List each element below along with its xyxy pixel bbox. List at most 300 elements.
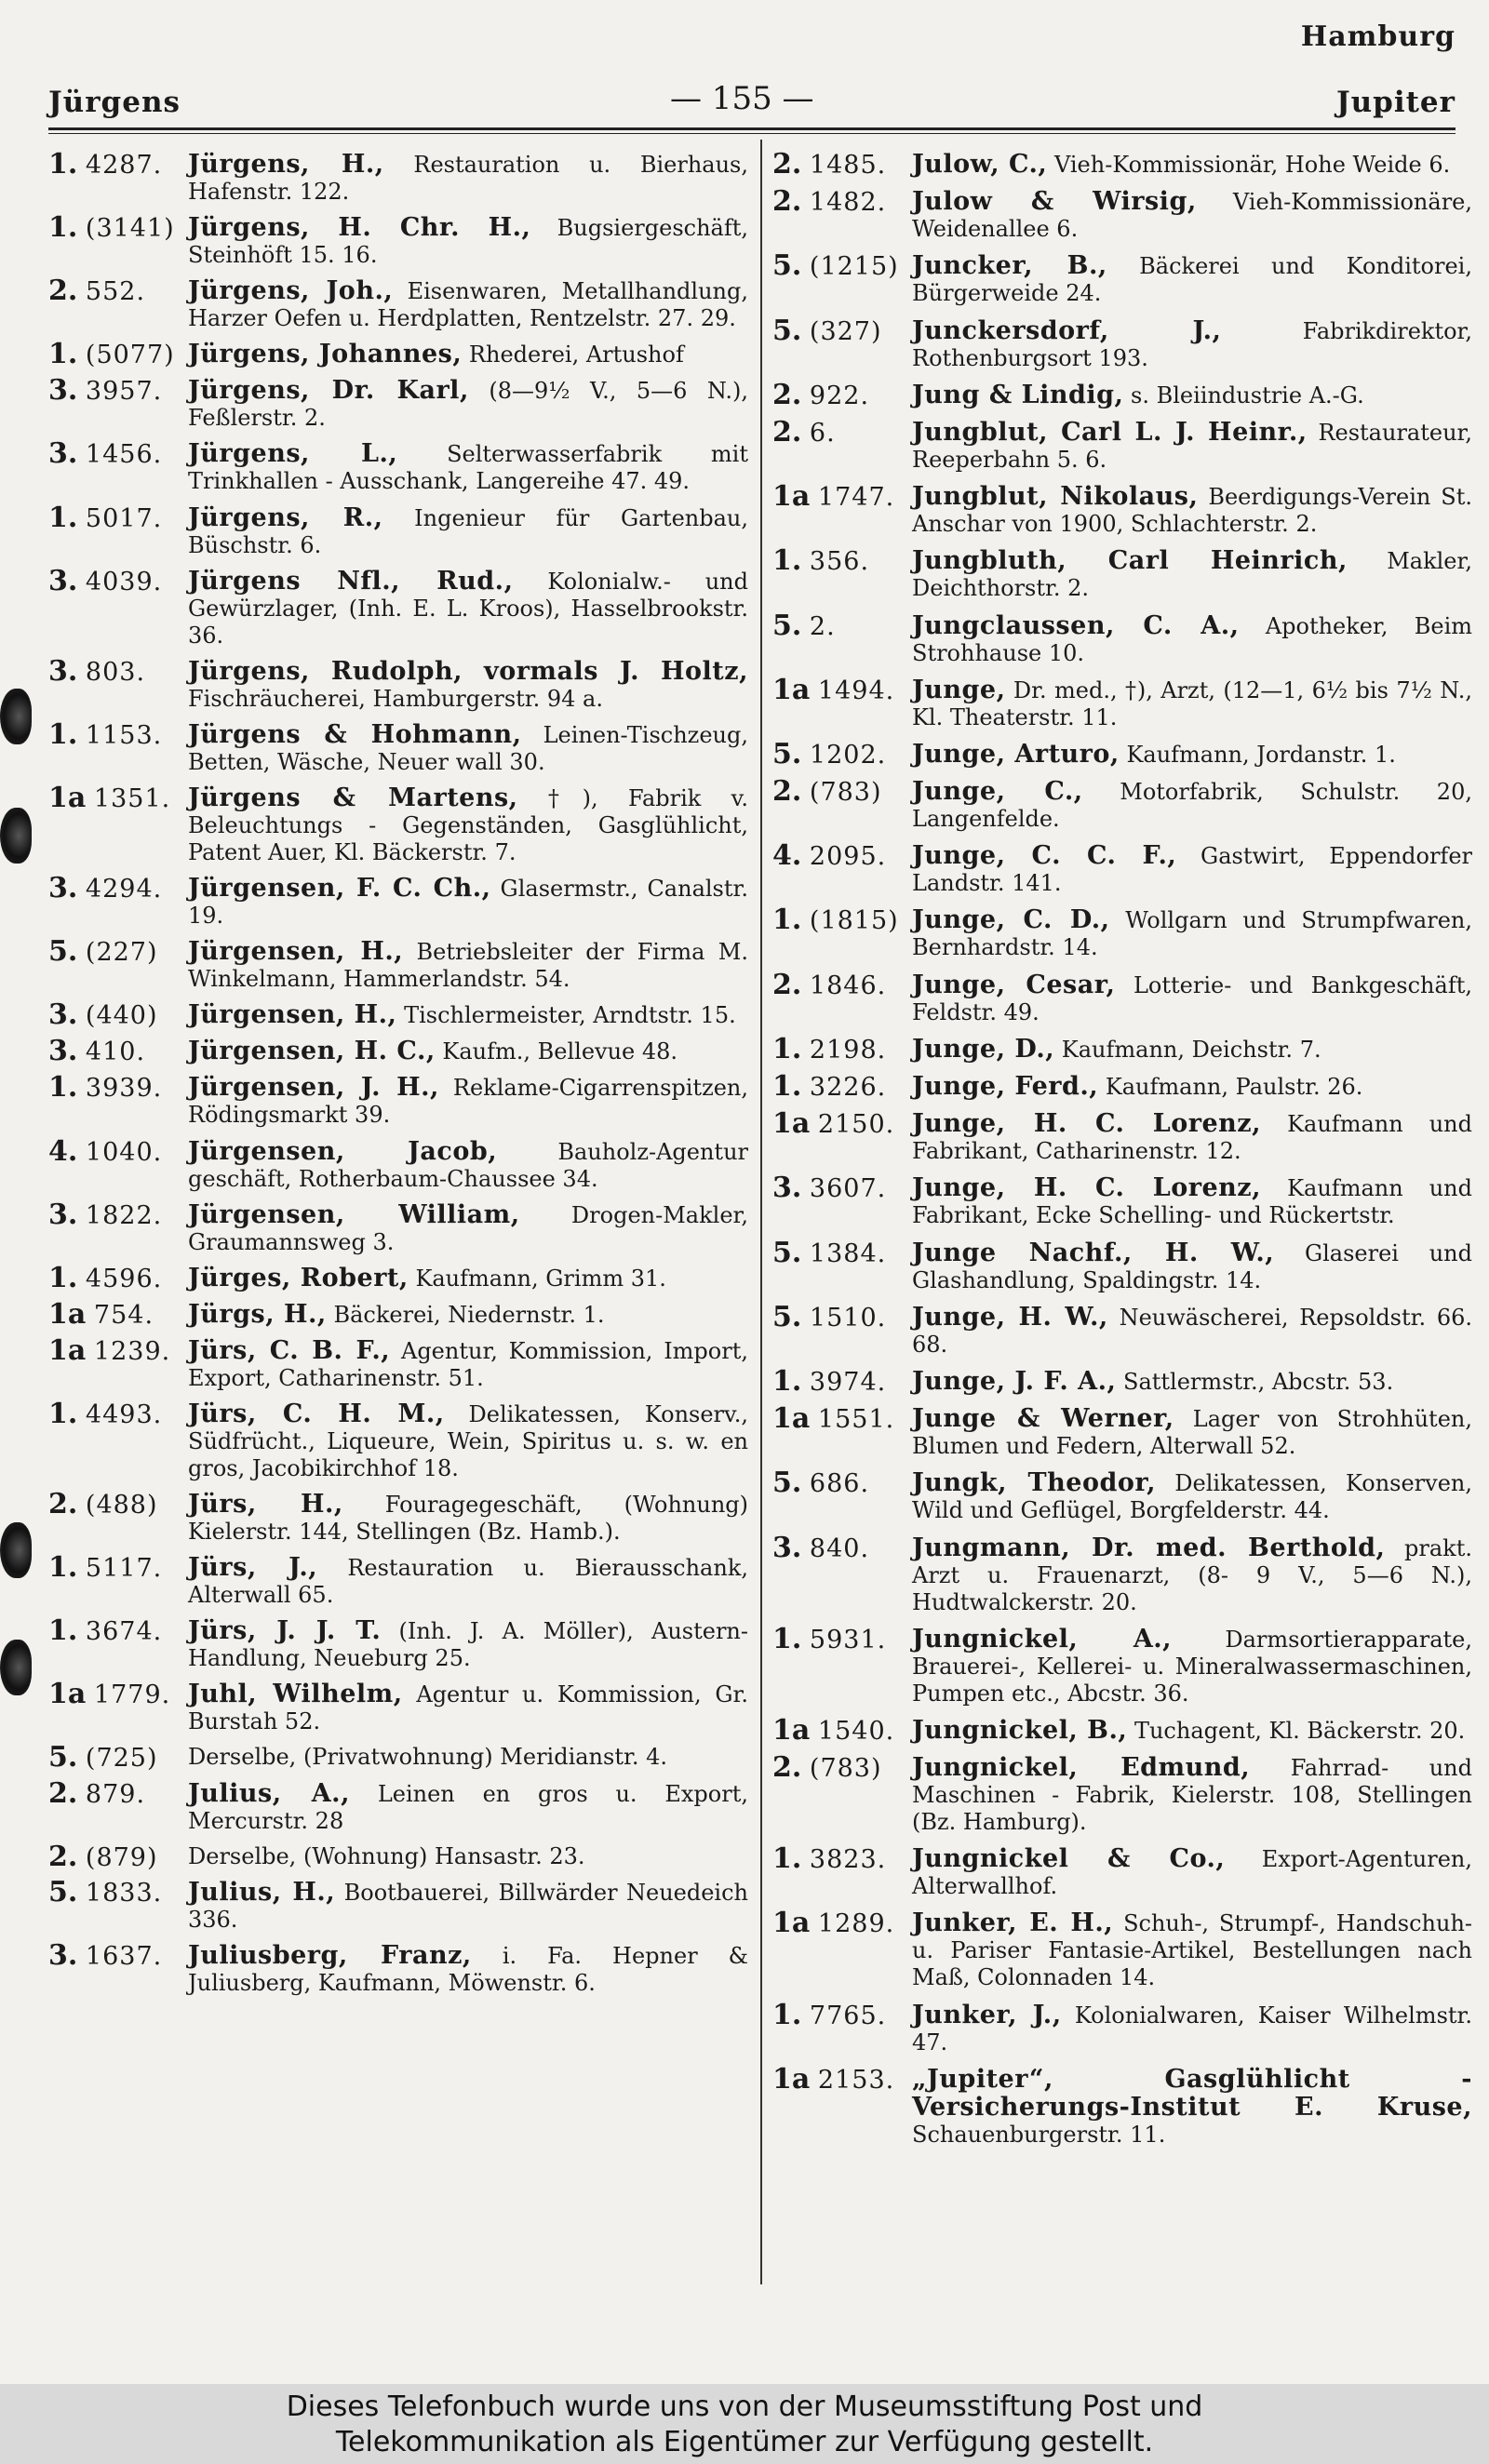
entry-phone-number: [772, 1622, 903, 1655]
entry-name: „Jupiter“, Gasglühlicht - Versicherungs-Institut E. Kruse,: [912, 2064, 1472, 2122]
entry-name: Jürgens, L.,: [188, 439, 398, 469]
directory-entry: [48, 717, 748, 776]
entry-number: 2095.: [809, 842, 887, 872]
entry-description: Fischräucherei, Hamburgerstr. 94 a.: [188, 685, 603, 712]
entry-phone-number: [48, 1261, 179, 1294]
entry-phone-number: [772, 737, 903, 770]
entry-description: Makler, Deichthorstr. 2.: [912, 548, 1472, 602]
entry-exchange-class: 1a: [772, 1907, 811, 1940]
entry-description: Reklame-Cigarrenspitzen, Rödingsmarkt 39.: [188, 1075, 748, 1129]
entry-name: Jürgens, H. Chr. H.,: [188, 213, 531, 243]
entry-name: Jungblut, Carl L. J. Heinr.,: [912, 417, 1308, 447]
entry-name: Junge, Arturo,: [912, 739, 1120, 769]
entry-description: Kolonialwaren, Kaiser Wilhelmstr. 47.: [912, 2002, 1472, 2056]
entry-description: Sattlermstr., Abcstr. 53.: [1123, 1368, 1394, 1395]
directory-entry: [48, 1297, 748, 1331]
entry-phone-number: [772, 1751, 903, 1785]
entry-exchange-class: 5.: [48, 1875, 78, 1908]
entry-number: 356.: [809, 547, 870, 577]
entry-description: Derselbe, (Wohnung) Hansastr. 23.: [188, 1842, 585, 1869]
entry-phone-number: [48, 1776, 179, 1810]
entry-number: 4596.: [85, 1264, 163, 1293]
entry-number: 552.: [85, 277, 146, 307]
entry-exchange-class: 1.: [772, 1842, 802, 1876]
directory-entry: [772, 839, 1472, 897]
entry-description: Tuchagent, Kl. Bäckerstr. 20.: [1134, 1717, 1466, 1744]
entry-name: Junge, J. F. A.,: [912, 1366, 1117, 1396]
entry-description: Bootbauerei, Billwärder Neuedeich 336.: [188, 1879, 748, 1933]
entry-name: Jürgens & Hohmann,: [188, 719, 522, 749]
entry-phone-number: [772, 1236, 903, 1269]
entry-exchange-class: 5.: [772, 1466, 802, 1500]
entry-phone-number: [48, 1397, 179, 1430]
entry-phone-number: [772, 415, 903, 449]
directory-entry: [772, 1070, 1472, 1103]
directory-entry: [772, 1300, 1473, 1359]
entry-name: Jungnickel & Co.,: [912, 1844, 1226, 1874]
entry-number: 1846.: [809, 971, 887, 1000]
entry-phone-number: [48, 654, 179, 688]
entry-name: Jürgens, H.,: [188, 150, 384, 179]
entry-description: Vieh-Kommissionär, Hohe Weide 6.: [1053, 152, 1451, 178]
directory-entry: [48, 1551, 748, 1609]
entry-description: Kaufmann, Grimm 31.: [415, 1265, 666, 1292]
directory-entry: [48, 1488, 748, 1546]
entry-phone-number: [772, 1032, 903, 1065]
entry-name: Junge,: [912, 675, 1006, 704]
entry-number: (227): [85, 938, 158, 968]
directory-entry: [48, 148, 748, 206]
entry-exchange-class: 3.: [48, 374, 78, 408]
entry-number: 1833.: [85, 1878, 163, 1908]
entry-exchange-class: 1.: [48, 148, 78, 181]
entry-name: Jürs, H.,: [188, 1490, 343, 1520]
entry-description: Lotterie- und Bankgeschäft, Feldstr. 49.: [912, 971, 1472, 1025]
entry-description: Fouragegeschäft, (Wohnung) Kielerstr. 144, Stellingen (Bz. Hamb.).: [188, 1492, 748, 1546]
entry-name: Jürgensen, William,: [188, 1199, 520, 1229]
entry-phone-number: [48, 564, 179, 597]
entry-description: Eisenwaren, Metallhandlung, Harzer Oefen u. Herdplatten, Rentzelstr. 27. 29.: [188, 278, 748, 332]
entry-exchange-class: 3.: [48, 1938, 78, 1972]
directory-entry: [772, 314, 1472, 372]
entry-phone-number: [772, 1300, 903, 1333]
column-divider: [760, 140, 762, 2284]
entry-exchange-class: 1.: [48, 338, 78, 371]
entry-phone-number: [772, 1907, 903, 1940]
entry-name: Junge, C. D.,: [912, 905, 1110, 935]
entry-description: Rhederei, Artushof: [468, 341, 684, 368]
entry-phone-number: [48, 1614, 179, 1648]
directory-entry: [48, 1134, 748, 1193]
directory-entry: [772, 1174, 1472, 1229]
directory-entry: [772, 185, 1472, 243]
entry-exchange-class: 1.: [772, 1622, 802, 1655]
entry-exchange-class: 2.: [48, 1776, 78, 1810]
entry-phone-number: [772, 673, 903, 706]
directory-entry: [48, 654, 748, 713]
entry-number: (783): [809, 1754, 882, 1784]
entry-name: Jungnickel, Edmund,: [912, 1753, 1251, 1783]
directory-entry: [48, 1614, 748, 1672]
entry-name: Jürgensen, H.,: [188, 1000, 397, 1030]
entry-phone-number: [48, 501, 179, 534]
entry-exchange-class: 2.: [772, 378, 802, 411]
entry-number: 1456.: [85, 440, 163, 470]
entry-number: 840.: [809, 1533, 870, 1563]
entry-phone-number: [48, 374, 179, 408]
entry-description: (Inh. J. A. Möller), Austern-Handlung, Neueburg 25.: [188, 1618, 748, 1672]
entry-number: 686.: [809, 1469, 870, 1499]
directory-entry: [48, 277, 748, 332]
entry-exchange-class: 2.: [772, 1751, 802, 1785]
entry-description: Schauenburgerstr. 11.: [912, 2121, 1166, 2148]
binder-clip-mark: [0, 1522, 32, 1578]
entry-description: Kaufmann und Fabrikant, Catharinenstr. 12.: [912, 1111, 1472, 1165]
entry-phone-number: [48, 148, 179, 181]
entry-name: Jungnickel, B.,: [912, 1715, 1128, 1745]
entry-name: Jungbluth, Carl Heinrich,: [912, 546, 1348, 576]
entry-number: 3974.: [809, 1367, 887, 1397]
entry-description: Apotheker, Beim Strohhause 10.: [912, 612, 1472, 666]
entry-description: †), Fabrik v. Beleuchtungs - Gegenständen, Gasglühlicht, Patent Auer, Kl. Bäckerstr. 7.: [188, 784, 748, 865]
entry-phone-number: [772, 609, 903, 642]
entry-exchange-class: 1a: [48, 1678, 87, 1711]
directory-entry: [48, 1840, 748, 1873]
directory-entry: [772, 2062, 1472, 2149]
entry-name: Junge & Werner,: [912, 1404, 1174, 1434]
entry-exchange-class: 5.: [772, 314, 802, 347]
entry-name: Junge Nachf., H. W.,: [912, 1238, 1275, 1267]
entry-name: Jürgens, R.,: [188, 502, 383, 532]
entry-exchange-class: 3.: [48, 564, 78, 597]
entry-exchange-class: 5.: [772, 609, 802, 642]
entry-exchange-class: 1a: [772, 1402, 811, 1436]
entry-number: 1384.: [809, 1239, 887, 1268]
directory-entry: [48, 1678, 748, 1735]
entry-number: (5077): [85, 341, 175, 370]
entry-description: Kaufmann, Deichstr. 7.: [1061, 1036, 1321, 1063]
entry-description: Agentur u. Kommission, Gr. Burstah 52.: [188, 1681, 748, 1735]
directory-entry: [772, 737, 1472, 770]
entry-exchange-class: 1.: [48, 1551, 78, 1585]
entry-phone-number: [772, 1107, 903, 1141]
entry-phone-number: [48, 1840, 179, 1873]
entry-exchange-class: 2.: [772, 415, 802, 449]
entry-description: Agentur, Kommission, Import, Export, Catharinenstr. 51.: [188, 1337, 748, 1391]
entry-phone-number: [772, 378, 903, 411]
directory-entry: [772, 609, 1472, 667]
entry-number: 6.: [809, 418, 836, 448]
entry-number: 2.: [809, 611, 836, 641]
directory-entry: [772, 1998, 1472, 2056]
entry-number: 7765.: [809, 2001, 887, 2030]
entry-exchange-class: 3.: [772, 1531, 802, 1564]
entry-phone-number: [48, 998, 179, 1032]
entry-phone-number: [772, 839, 903, 873]
entry-phone-number: [48, 211, 179, 245]
directory-entry: [48, 998, 748, 1032]
entry-exchange-class: 1.: [772, 544, 802, 578]
directory-entry: [772, 1842, 1472, 1900]
directory-entry: [48, 338, 748, 371]
header-page-number: — 155 —: [670, 80, 814, 117]
entry-description: Beerdigungs-Verein St. Anschar von 1900, Schlachterstr. 2.: [912, 484, 1472, 538]
footer-notice: [0, 2384, 1489, 2464]
entry-number: (3141): [85, 214, 175, 244]
entry-phone-number: [772, 480, 903, 514]
entry-description: Fahrrad- und Maschinen - Fabrik, Kielerstr. 108, Stellingen (Bz. Hamburg).: [912, 1755, 1472, 1836]
entry-exchange-class: 1a: [772, 1713, 811, 1747]
entry-phone-number: [772, 904, 903, 937]
entry-exchange-class: 1.: [772, 904, 802, 937]
entry-number: 1153.: [85, 720, 163, 750]
directory-entry: [772, 1032, 1472, 1065]
entry-name: Jürgensen, Jacob,: [188, 1136, 498, 1166]
entry-name: Jungmann, Dr. med. Berthold,: [912, 1533, 1386, 1562]
entry-name: Jürgensen, H. C.,: [188, 1037, 436, 1066]
entry-description: Lager von Strohhüten, Blumen und Federn, Alterwall 52.: [912, 1406, 1472, 1460]
entry-name: Junckersdorf, J.,: [912, 315, 1222, 345]
entry-phone-number: [48, 1198, 179, 1231]
entry-number: (1215): [809, 252, 899, 282]
entry-description: Gastwirt, Eppendorfer Landstr. 141.: [912, 843, 1472, 897]
directory-entry: [772, 775, 1472, 833]
entry-name: Jürgens, Johannes,: [188, 340, 463, 369]
entry-number: 4287.: [85, 151, 163, 180]
entry-name: Junge, Cesar,: [912, 970, 1116, 999]
directory-entry: [48, 1741, 748, 1774]
entry-name: Jungclaussen, C. A.,: [912, 610, 1240, 640]
entry-number: 4039.: [85, 567, 163, 596]
entry-description: Schuh-, Strumpf-, Handschuh- u. Pariser Fantasie-Artikel, Bestellungen nach Maß, Colonnaden 14.: [912, 1910, 1473, 1991]
entry-number: (440): [85, 1001, 158, 1031]
entry-name: Juhl, Wilhelm,: [188, 1680, 403, 1709]
entry-number: 3674.: [85, 1617, 163, 1647]
entry-name: Jungnickel, A.,: [912, 1624, 1173, 1654]
entry-number: 2198.: [809, 1035, 887, 1065]
entry-phone-number: [48, 275, 179, 308]
entry-description: Fabrikdirektor, Rothenburgsort 193.: [912, 317, 1472, 371]
entry-phone-number: [48, 872, 179, 905]
entry-exchange-class: 1a: [48, 1297, 87, 1331]
entry-exchange-class: 4.: [48, 1134, 78, 1168]
directory-entry: [48, 781, 748, 866]
entry-name: Jürgensen, F. C. Ch.,: [188, 874, 491, 904]
entry-name: Jürgens, Dr. Karl,: [188, 376, 469, 406]
entry-number: 1637.: [85, 1941, 163, 1971]
entry-description: Vieh-Kommissionäre, Weidenallee 6.: [912, 189, 1472, 243]
entry-exchange-class: 3.: [772, 1172, 802, 1205]
entry-phone-number: [48, 1741, 179, 1774]
entry-description: (8—9½ V., 5—6 N.), Feßlerstr. 2.: [188, 378, 748, 432]
entry-exchange-class: 2.: [772, 185, 802, 219]
directory-entry: [772, 1751, 1472, 1836]
entry-description: Wollgarn und Strumpfwaren, Bernhardstr. 14.: [912, 907, 1472, 961]
entry-phone-number: [48, 1551, 179, 1585]
entry-name: Junge, H. W.,: [912, 1302, 1108, 1332]
entry-number: 1494.: [817, 676, 895, 705]
directory-entry: [772, 415, 1472, 474]
entry-number: 1482.: [809, 188, 887, 218]
entry-exchange-class: 1.: [48, 501, 78, 534]
entry-number: 4294.: [85, 875, 163, 904]
entry-number: 1202.: [809, 740, 887, 770]
entry-description: Kolonialw.- und Gewürzlager, (Inh. E. L. Kroos), Hasselbrookstr. 36.: [188, 568, 748, 649]
left-column: [48, 148, 749, 2005]
entry-description: Dr. med., †), Arzt, (12—1, 6½ bis 7½ N., Kl. Theaterstr. 11.: [912, 676, 1472, 730]
directory-entry: [48, 1938, 748, 1997]
entry-phone-number: [48, 1875, 179, 1908]
entry-exchange-class: 1a: [772, 1107, 811, 1141]
entry-name: Jürs, C. B. F.,: [188, 1335, 391, 1365]
entry-number: 879.: [85, 1779, 146, 1809]
entry-description: Bauholz-Agentur geschäft, Rotherbaum-Chaussee 34.: [188, 1138, 748, 1192]
entry-exchange-class: 1.: [772, 1032, 802, 1065]
entry-description: Neuwäscherei, Repsoldstr. 66. 68.: [912, 1304, 1473, 1358]
entry-number: 1289.: [817, 1909, 895, 1939]
entry-number: 3226.: [809, 1073, 887, 1102]
header-rule: [48, 127, 1455, 130]
entry-description: Restauration u. Bierausschank, Alterwall 65.: [188, 1555, 748, 1609]
entry-number: 754.: [93, 1300, 154, 1330]
entry-name: Junge, D.,: [912, 1034, 1055, 1064]
entry-phone-number: [48, 1678, 179, 1711]
directory-entry: [772, 1531, 1472, 1616]
entry-description: Restauration u. Bierhaus, Hafenstr. 122.: [188, 152, 748, 205]
entry-number: 803.: [85, 657, 146, 687]
entry-description: Drogen-Makler, Graumannsweg 3.: [188, 1201, 748, 1255]
entry-description: Derselbe, (Privatwohnung) Meridianstr. 4.: [188, 1744, 667, 1771]
entry-phone-number: [772, 1402, 903, 1436]
entry-exchange-class: 1.: [48, 1261, 78, 1294]
entry-phone-number: [48, 1488, 179, 1521]
entry-description: Glaserei und Glashandlung, Spaldingstr. 14.: [912, 1239, 1472, 1293]
entry-number: 3823.: [809, 1845, 887, 1875]
entry-name: Jürges, Robert,: [188, 1263, 409, 1292]
entry-phone-number: [772, 314, 903, 347]
entry-phone-number: [772, 1364, 903, 1398]
directory-entry: [48, 935, 749, 993]
entry-exchange-class: 1a: [772, 480, 811, 514]
entry-description: prakt. Arzt u. Frauenarzt, (8- 9 V., 5—6 N.), Hudtwalckerstr. 20.: [912, 1534, 1472, 1615]
entry-number: 1540.: [817, 1716, 895, 1746]
header-rule-thin: [48, 133, 1455, 134]
entry-name: Junge, C. C. F.,: [912, 841, 1177, 871]
directory-entry: [772, 1909, 1472, 1991]
entry-exchange-class: 2.: [48, 1488, 78, 1521]
directory-entry: [772, 1713, 1472, 1747]
entry-exchange-class: 2.: [772, 968, 802, 1001]
entry-exchange-class: 3.: [48, 1035, 78, 1068]
entry-number: (725): [85, 1744, 158, 1774]
entry-name: Julius, H.,: [188, 1877, 336, 1907]
entry-exchange-class: 5.: [772, 1300, 802, 1333]
entry-number: (879): [85, 1842, 158, 1872]
directory-entry: [772, 1364, 1472, 1398]
entry-name: Julius, A.,: [188, 1778, 350, 1808]
directory-entry: [48, 1198, 748, 1256]
entry-number: 1351.: [93, 783, 171, 813]
entry-number: 922.: [809, 381, 870, 410]
directory-entry: [772, 906, 1472, 961]
entry-description: Darmsortierapparate, Brauerei-, Kellerei- u. Mineralwassermaschinen, Pumpen etc., Abcstr. 36.: [912, 1626, 1472, 1707]
entry-name: Jürgensen, J. H.,: [188, 1073, 439, 1103]
directory-entry: [48, 564, 748, 649]
entry-phone-number: [772, 1998, 903, 2031]
entry-name: Jürgs, H.,: [188, 1299, 327, 1329]
entry-exchange-class: 1.: [48, 717, 78, 751]
entry-exchange-class: 1.: [772, 1364, 802, 1398]
entry-number: 1779.: [93, 1681, 171, 1710]
entry-exchange-class: 2.: [48, 275, 78, 308]
entry-number: 3607.: [809, 1174, 887, 1204]
entry-exchange-class: 1a: [772, 673, 811, 706]
directory-entry: [772, 673, 1472, 731]
footer-line-2: Telekommunikation als Eigentümer zur Verfügung gestellt.: [335, 2426, 1154, 2458]
entry-phone-number: [772, 1070, 903, 1103]
directory-entry: [48, 437, 748, 495]
binder-clip-mark: [0, 1640, 32, 1695]
entry-number: 1040.: [85, 1137, 163, 1167]
footer-line-1: Dieses Telefonbuch wurde uns von der Museumsstiftung Post und: [286, 2390, 1203, 2423]
entry-number: 1822.: [85, 1200, 163, 1230]
directory-entry: [48, 1035, 748, 1068]
directory-entry: [772, 249, 1472, 307]
entry-exchange-class: 5.: [772, 249, 802, 283]
entry-exchange-class: 5.: [772, 737, 802, 770]
entry-description: Kaufmann, Jordanstr. 1.: [1126, 741, 1396, 768]
entry-description: s. Bleiindustrie A.-G.: [1131, 382, 1364, 408]
directory-entry: [772, 1107, 1472, 1165]
entry-phone-number: [48, 437, 179, 471]
entry-phone-number: [48, 717, 179, 751]
entry-phone-number: [772, 544, 903, 578]
entry-phone-number: [48, 781, 179, 814]
directory-entry: [48, 1071, 748, 1129]
entry-description: Betriebsleiter der Firma M. Winkelmann, Hammerlandstr. 54.: [188, 939, 749, 993]
entry-name: Jürgens & Martens,: [188, 783, 518, 812]
directory-entry: [48, 374, 748, 432]
entry-exchange-class: 3.: [48, 1198, 78, 1231]
entry-exchange-class: 5.: [48, 1741, 78, 1774]
entry-exchange-class: 1a: [48, 781, 87, 814]
entry-phone-number: [48, 1134, 179, 1168]
entry-phone-number: [48, 935, 179, 969]
directory-entry: [772, 968, 1472, 1026]
entry-name: Junge, C.,: [912, 777, 1083, 807]
entry-name: Jürgens, Joh.,: [188, 276, 394, 306]
binder-clip-mark: [0, 689, 32, 744]
directory-entry: [772, 544, 1472, 602]
entry-phone-number: [772, 185, 903, 219]
entry-phone-number: [772, 1842, 903, 1876]
entry-description: Restaurateur, Reeperbahn 5. 6.: [912, 419, 1472, 473]
directory-entry: [772, 378, 1472, 411]
entry-exchange-class: 2.: [772, 775, 802, 809]
header-left-keyword: Jürgens: [48, 86, 181, 119]
entry-number: 5117.: [85, 1554, 163, 1584]
entry-name: Jürgensen, H.,: [188, 937, 404, 967]
entry-exchange-class: 5.: [48, 935, 78, 969]
entry-exchange-class: 1.: [772, 1998, 802, 2031]
entry-exchange-class: 1a: [48, 1333, 87, 1367]
entry-description: Bäckerei und Konditorei, Bürgerweide 24.: [912, 253, 1472, 307]
directory-entry: [48, 1875, 748, 1934]
entry-phone-number: [772, 968, 903, 1001]
entry-name: Juliusberg, Franz,: [188, 1940, 472, 1970]
entry-number: 5017.: [85, 503, 163, 533]
entry-name: Junge, Ferd.,: [912, 1072, 1099, 1101]
